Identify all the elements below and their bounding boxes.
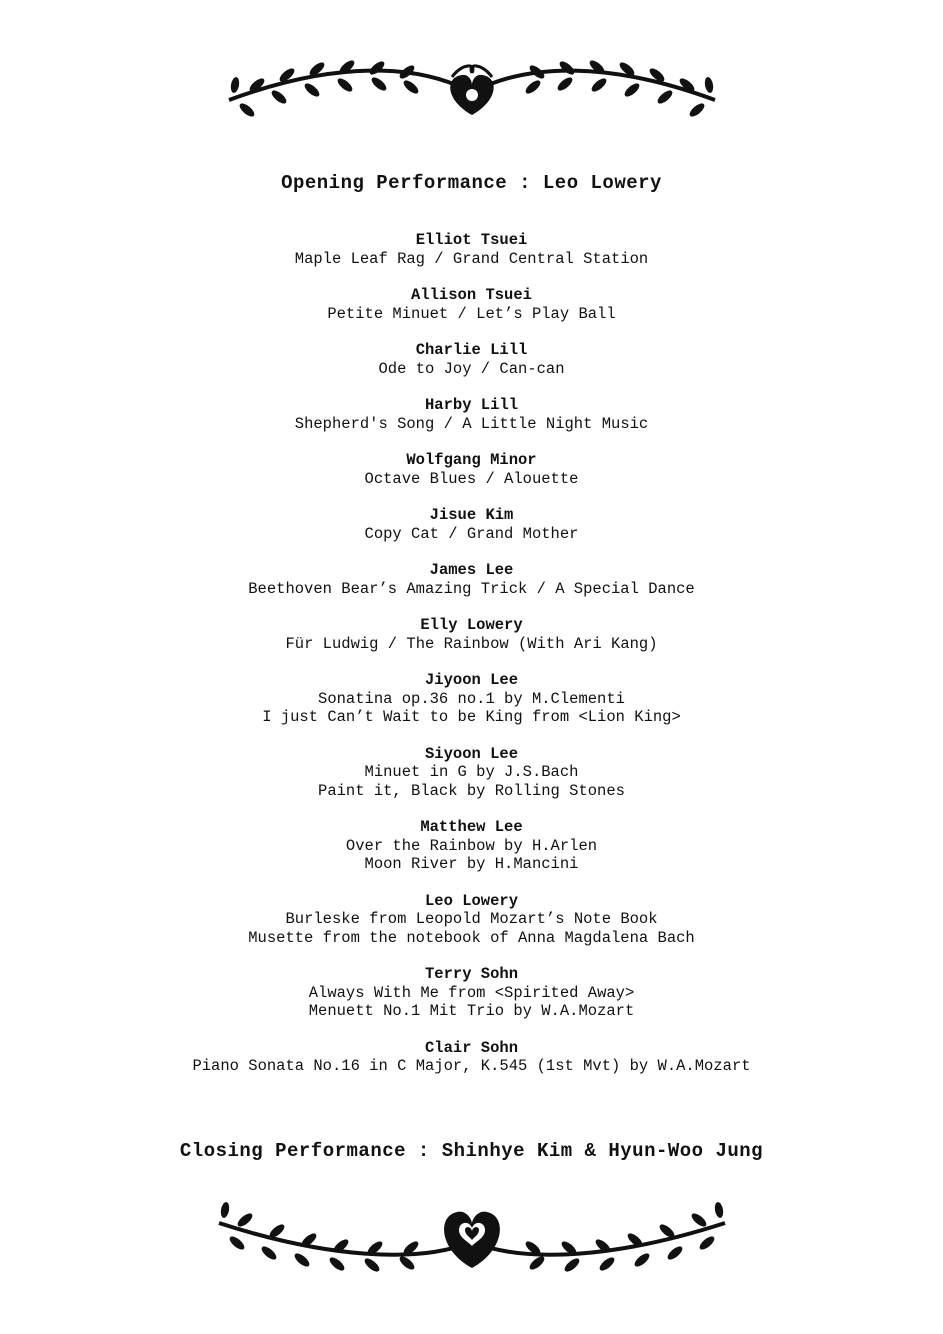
piece-title: Für Ludwig / The Rainbow (With Ari Kang) [285, 634, 658, 653]
performer-entry [0, 965, 943, 1021]
performer-name: Clair Sohn [424, 1038, 518, 1057]
performer-name: Harby Lill [424, 396, 518, 414]
performer-entry [0, 1039, 943, 1076]
performer-name: Siyoon Lee [424, 744, 518, 763]
piece-title: I just Can’t Wait to be King from <Lion King> [262, 708, 681, 726]
bottom-ornament [0, 1198, 943, 1278]
performer-name: Charlie Lill [415, 341, 528, 359]
performer-name: Elliot Tsuei [415, 231, 528, 249]
piece-title: Sonatina op.36 no.1 by M.Clementi [318, 689, 625, 708]
performer-entry [0, 231, 943, 268]
performer-name: Elly Lowery [420, 616, 523, 634]
performer-entry [0, 561, 943, 598]
opening-performance-heading: Opening Performance : Leo Lowery [281, 172, 662, 194]
performer-name: Jisue Kim [429, 506, 514, 524]
piece-title: Minuet in G by J.S.Bach [364, 763, 579, 781]
piece-title: Menuett No.1 Mit Trio by W.A.Mozart [308, 1002, 635, 1020]
performer-entry [0, 671, 943, 727]
piece-title: Shepherd's Song / A Little Night Music [294, 414, 649, 433]
top-ornament [0, 55, 943, 125]
piece-title: Paint it, Black by Rolling Stones [318, 781, 625, 800]
program-list [0, 231, 943, 1094]
performer-entry [0, 506, 943, 543]
piece-title: Beethoven Bear’s Amazing Trick / A Special Dance [248, 579, 695, 598]
piece-title: Always With Me from <Spirited Away> [308, 983, 635, 1002]
piece-title: Ode to Joy / Can-can [378, 359, 565, 378]
performer-entry [0, 818, 943, 874]
piece-title: Piano Sonata No.16 in C Major, K.545 (1st Mvt) by W.A.Mozart [192, 1057, 751, 1075]
performer-entry [0, 892, 943, 948]
performer-entry [0, 286, 943, 323]
piece-title: Maple Leaf Rag / Grand Central Station [294, 249, 649, 268]
performer-name: Terry Sohn [424, 965, 518, 983]
piece-title: Burleske from Leopold Mozart’s Note Book [285, 910, 658, 928]
performer-entry [0, 451, 943, 488]
performer-name: Matthew Lee [420, 818, 523, 836]
piece-title: Musette from the notebook of Anna Magdalena Bach [248, 928, 695, 947]
performer-name: Allison Tsuei [411, 286, 532, 304]
performer-name: James Lee [429, 561, 514, 579]
piece-title: Petite Minuet / Let’s Play Ball [327, 304, 616, 323]
performer-name: Wolfgang Minor [406, 451, 537, 469]
performer-name: Leo Lowery [424, 891, 518, 910]
performer-entry [0, 396, 943, 433]
floral-vine-heart-icon [207, 1198, 737, 1278]
floral-vine-heart-icon [217, 55, 727, 125]
piece-title: Copy Cat / Grand Mother [364, 524, 579, 543]
piece-title: Moon River by H.Mancini [364, 855, 579, 873]
closing-performance-heading: Closing Performance : Shinhye Kim & Hyun-Woo Jung [179, 1140, 764, 1162]
performer-entry [0, 745, 943, 801]
performer-entry [0, 616, 943, 653]
piece-title: Over the Rainbow by H.Arlen [345, 836, 598, 855]
performer-entry [0, 341, 943, 378]
performer-name: Jiyoon Lee [424, 671, 518, 689]
piece-title: Octave Blues / Alouette [364, 469, 579, 488]
